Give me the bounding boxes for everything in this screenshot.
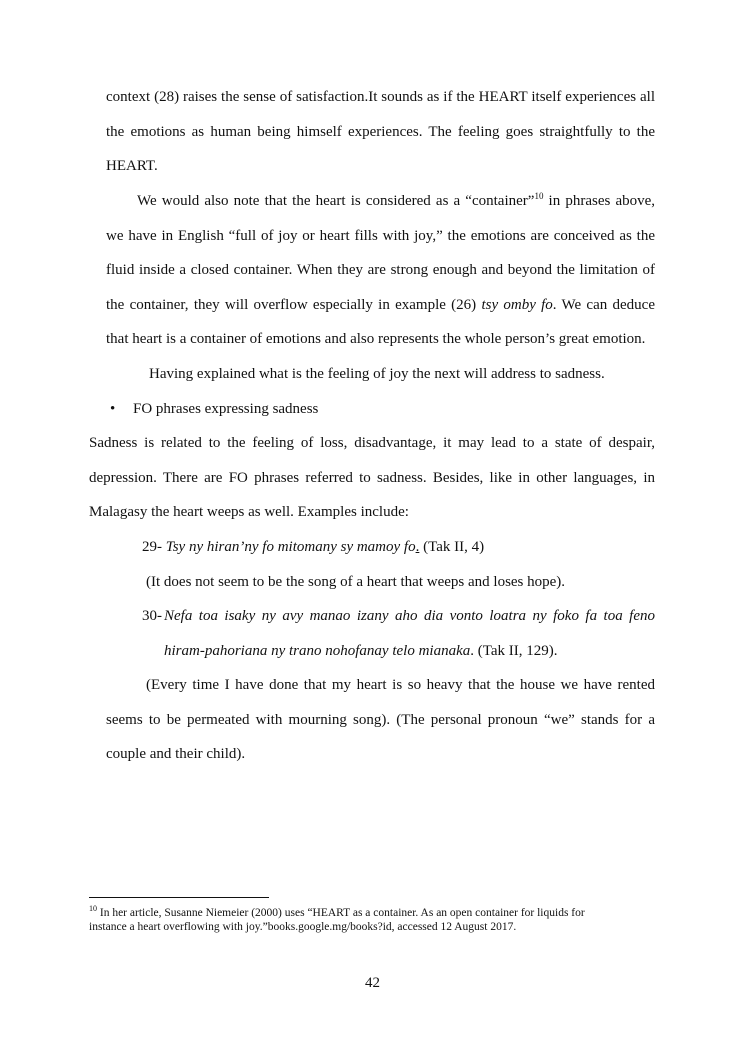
footnote-ref: 10 xyxy=(534,191,544,201)
body-line: that heart is a container of emotions and also represents the whole person’s great emotion. xyxy=(106,331,646,347)
footnote: instance a heart overflowing with joy.”books.google.mg/books?id, accessed 12 August 2017. xyxy=(89,921,517,933)
footnote: $^{10}$ In her article, Susanne Niemeier (2000) uses “HEART as a container. As an open container for liquids for xyxy=(89,904,585,919)
body-line: Sadness is related to the feeling of loss, disadvantage, it may lead to a state of despair, xyxy=(89,435,655,451)
example-30-line: Nefa toa isaky ny avy manao izany aho dia vonto loatra ny foko fa toa feno xyxy=(164,608,655,624)
example-29: 29- Tsy ny hiran’ny fo mitomany sy mamoy fo. (Tak II, 4) xyxy=(142,539,485,555)
example-29-translation: (It does not seem to be the song of a heart that weeps and loses hope). xyxy=(146,574,566,590)
body-line: the emotions as human being himself experiences. The feeling goes straightfully to the xyxy=(106,124,655,140)
page-number: 42 xyxy=(365,975,380,991)
example-30-translation: seems to be permeated with mourning song). (The personal pronoun “we” stands for a xyxy=(106,712,655,728)
bullet-icon: • xyxy=(110,401,116,417)
body-line: fluid inside a closed container. When they are strong enough and beyond the limitation of xyxy=(106,262,655,278)
body-line: We would also note that the heart is considered as a “container”$^{10}$ in phrases above, xyxy=(137,191,656,209)
body-line: Having explained what is the feeling of joy the next will address to sadness. xyxy=(149,366,605,382)
example-30-number: 30- xyxy=(142,608,162,624)
example-30-line: hiram-pahoriana ny trano nohofanay telo mianaka. (Tak II, 129). xyxy=(164,643,558,659)
body-line: depression. There are FO phrases referred to sadness. Besides, like in other languages, in xyxy=(89,470,655,486)
example-30-translation: (Every time I have done that my heart is so heavy that the house we have rented xyxy=(146,677,655,693)
body-line: Malagasy the heart weeps as well. Examples include: xyxy=(89,504,409,520)
footnote-rule xyxy=(89,897,269,898)
example-30-translation: couple and their child). xyxy=(106,746,246,762)
body-line: the container, they will overflow especially in example (26) tsy omby fo. We can deduce xyxy=(106,297,655,313)
bullet-heading: FO phrases expressing sadness xyxy=(133,401,319,417)
body-line: context (28) raises the sense of satisfaction.It sounds as if the HEART itself experiences all xyxy=(106,89,655,105)
body-line: we have in English “full of joy or heart fills with joy,” the emotions are conceived as the xyxy=(106,228,655,244)
body-line: HEART. xyxy=(106,158,158,174)
